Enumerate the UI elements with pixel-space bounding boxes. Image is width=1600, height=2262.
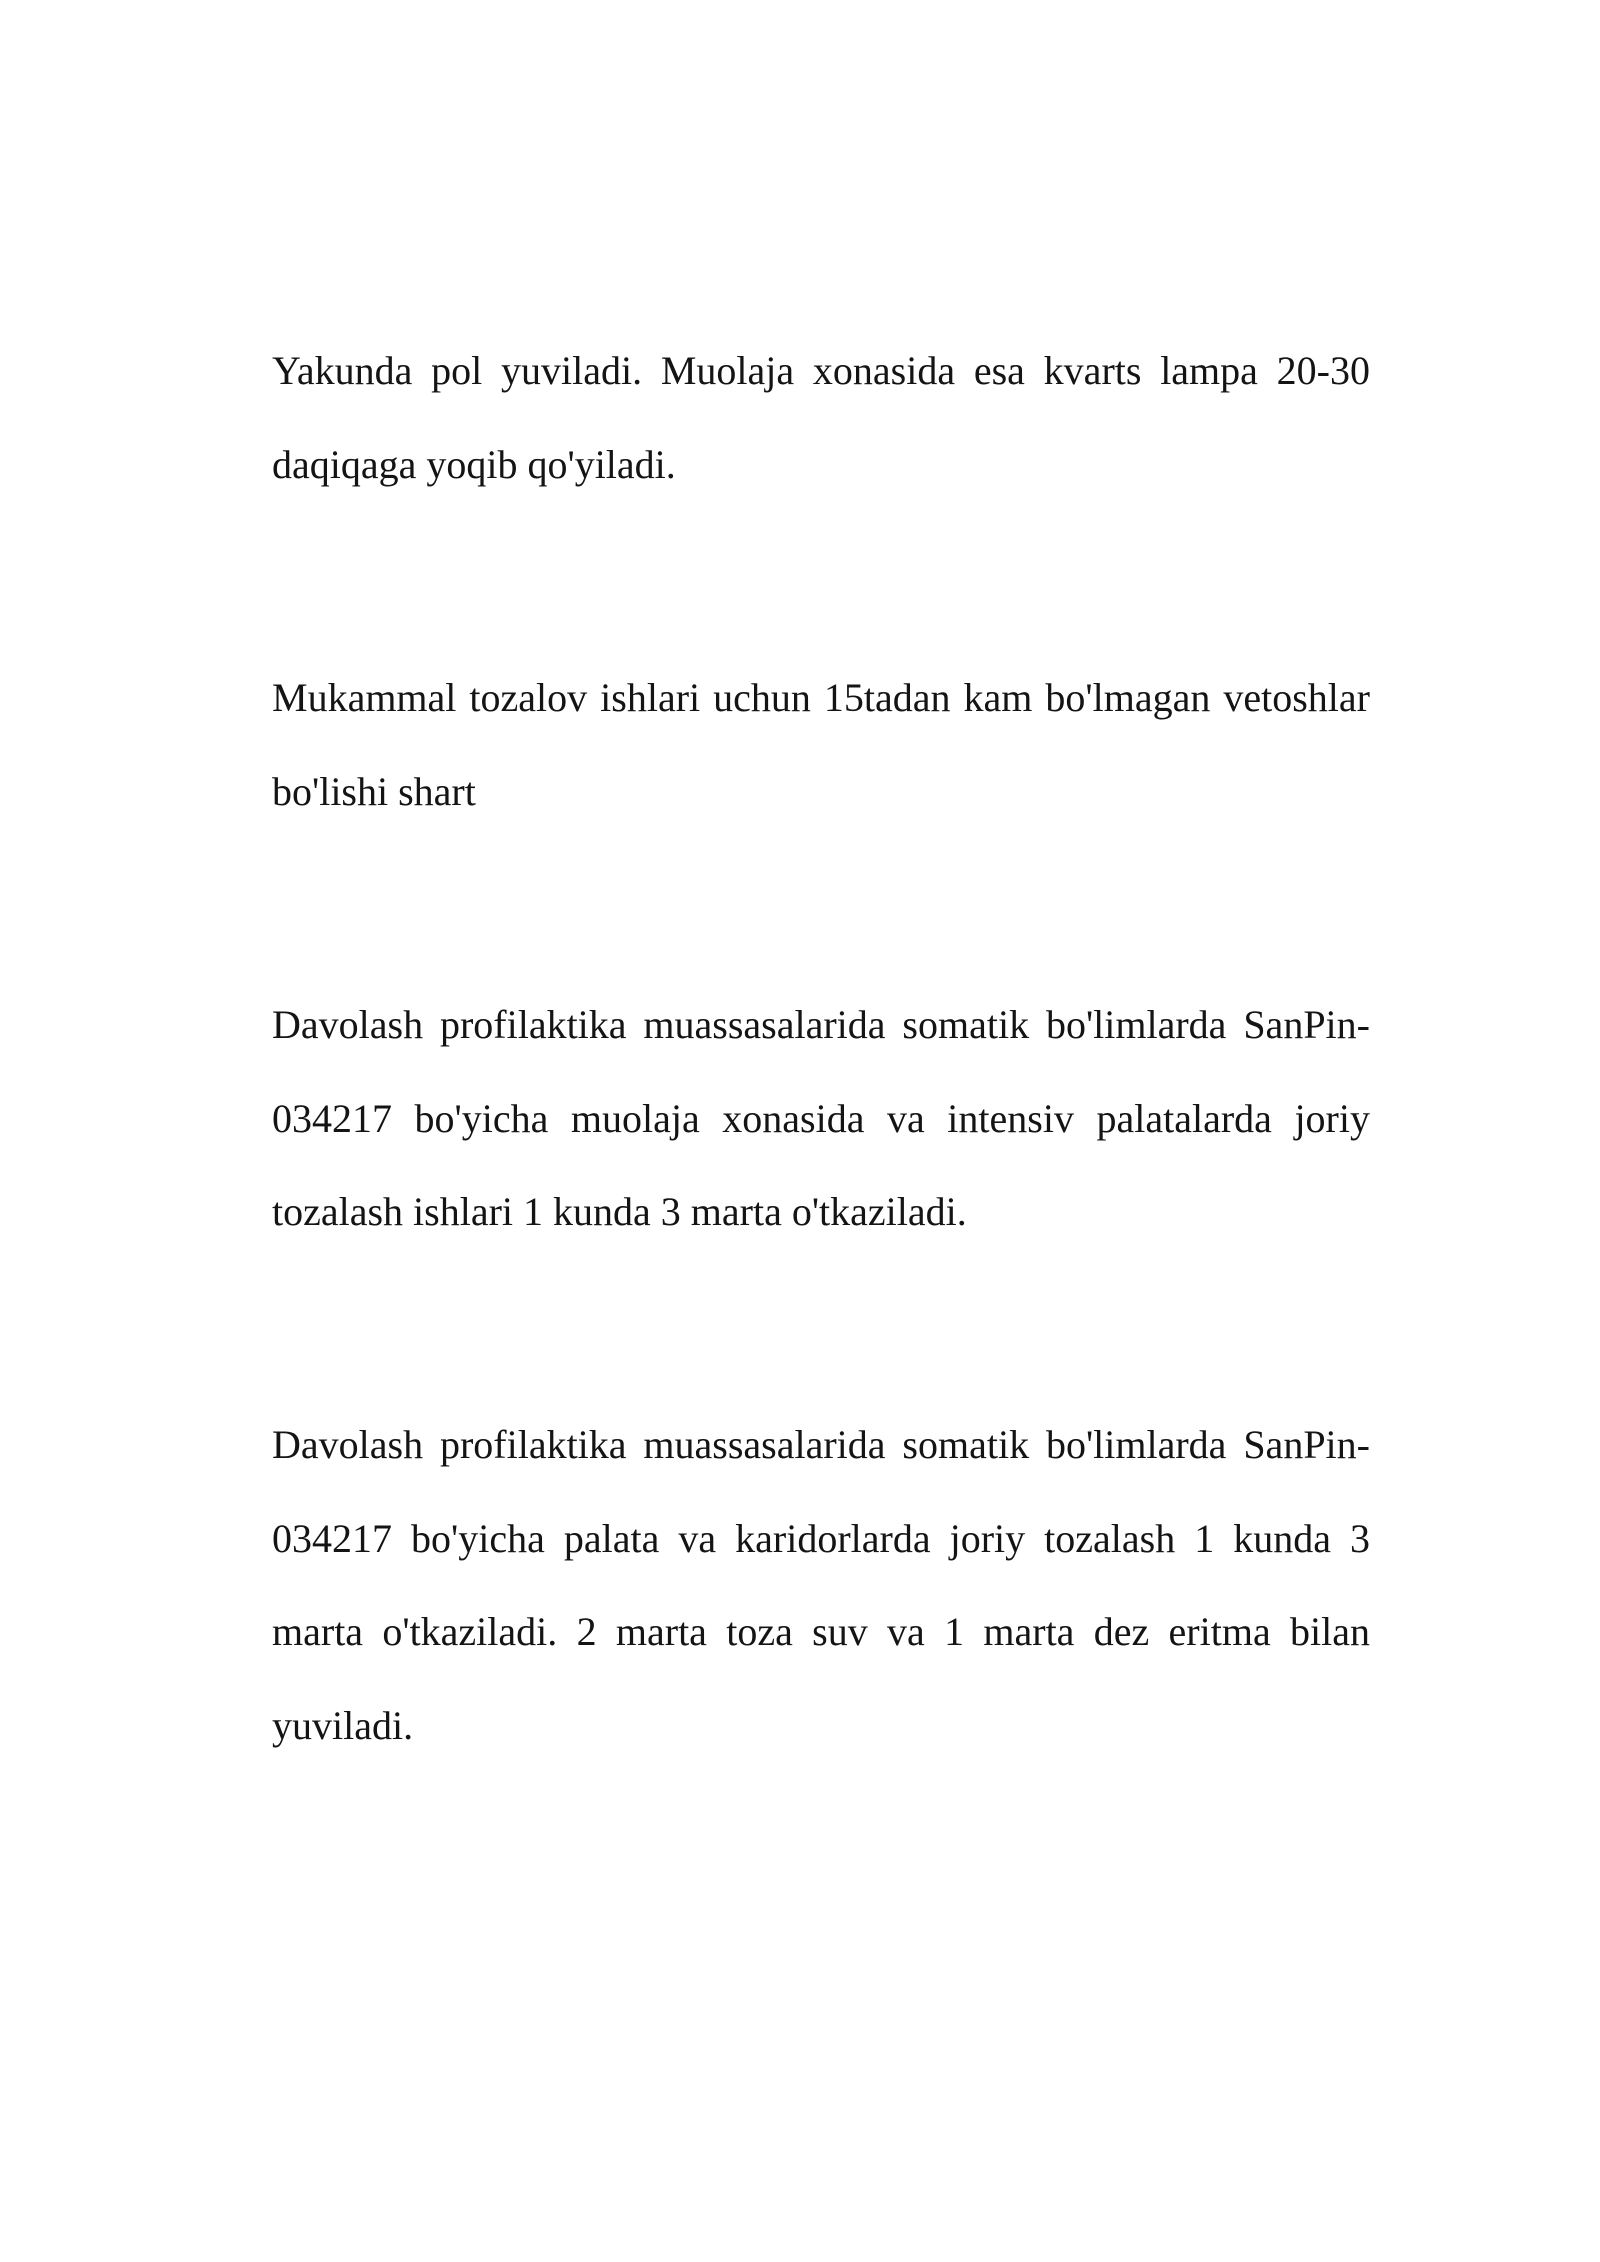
paragraph-4: Davolash profilaktika muassasalarida somatik bo'limlarda SanPin-034217 bo'yicha palata va karidorlarda joriy tozalash 1 kunda 3 marta o'tkaziladi. 2 marta toza suv va 1 marta dez eritma bilan yuviladi.	[272, 1422, 1370, 1748]
paragraph-3: Davolash profilaktika muassasalarida somatik bo'limlarda SanPin-034217 bo'yicha muolaja xonasida va intensiv palatalarda joriy tozalash ishlari 1 kunda 3 marta o'tkaziladi.	[272, 1002, 1370, 1234]
paragraph-2: Mukammal tozalov ishlari uchun 15tadan kam bo'lmagan vetoshlar bo'lishi shart	[272, 675, 1370, 814]
paragraph-1: Yakunda pol yuviladi. Muolaja xonasida esa kvarts lampa 20-30 daqiqaga yoqib qo'yiladi.	[272, 348, 1370, 487]
